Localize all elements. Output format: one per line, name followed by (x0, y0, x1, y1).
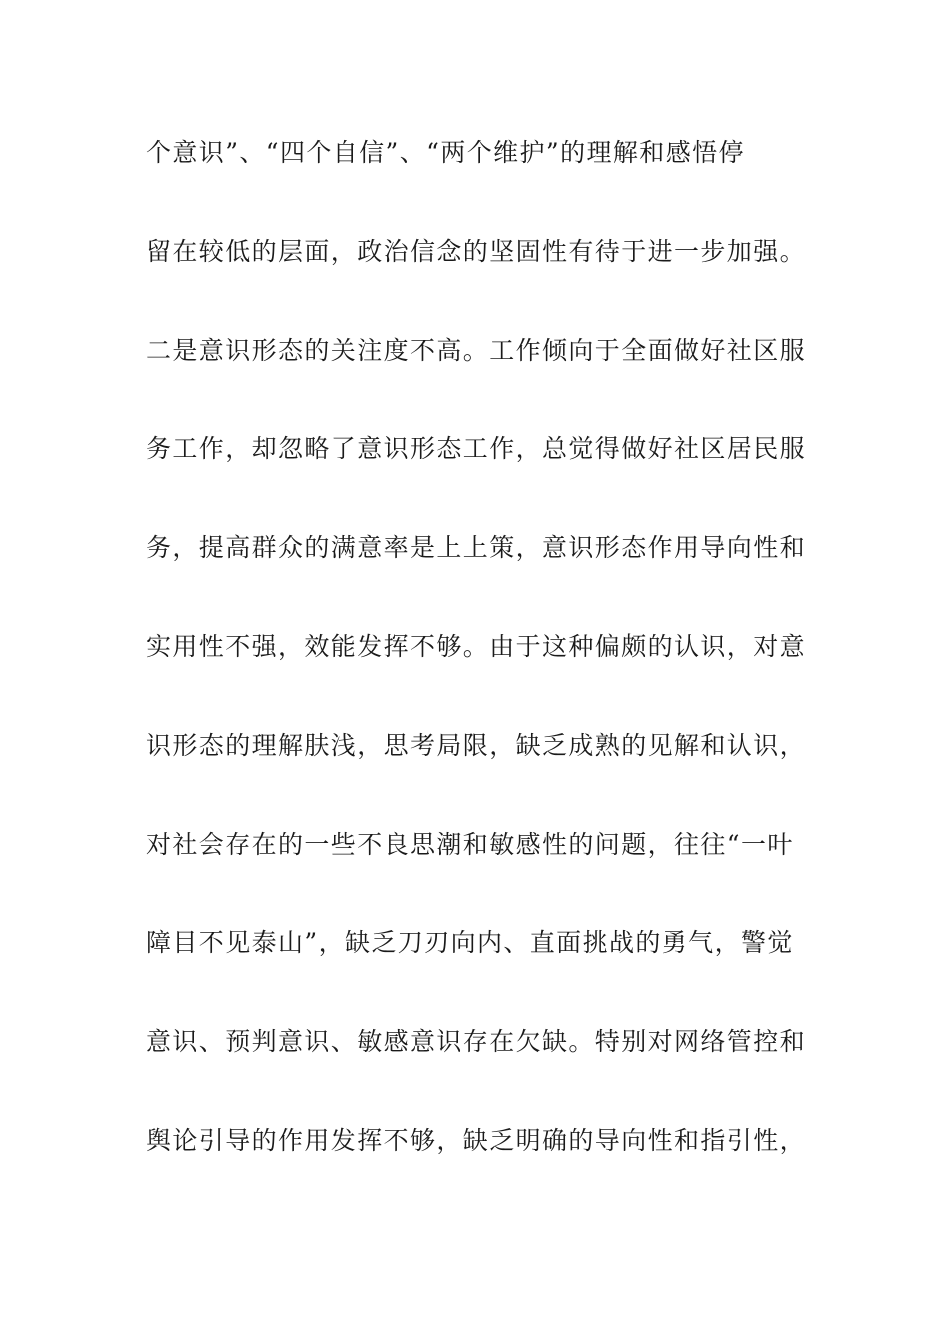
text-line: 对社会存在的一些不良思潮和敏感性的问题，往往“一叶 (146, 829, 794, 859)
text-line: 舆论引导的作用发挥不够，缺乏明确的导向性和指引性， (146, 1125, 806, 1155)
text-line: 识形态的理解肤浅，思考局限，缺乏成熟的见解和认识， (146, 730, 806, 760)
text-line: 障目不见泰山”，缺乏刀刃向内、直面挑战的勇气，警觉 (146, 928, 794, 958)
text-line: 务，提高群众的满意率是上上策，意识形态作用导向性和 (146, 533, 806, 563)
text-line: 实用性不强，效能发挥不够。由于这种偏颇的认识，对意 (146, 631, 806, 661)
text-line: 意识、预判意识、敏感意识存在欠缺。特别对网络管控和 (146, 1027, 806, 1057)
text-line: 务工作，却忽略了意识形态工作，总觉得做好社区居民服 (146, 434, 806, 464)
text-line: 留在较低的层面，政治信念的坚固性有待于进一步加强。 (146, 236, 806, 266)
document-body (146, 127, 806, 1214)
text-line: 二是意识形态的关注度不高。工作倾向于全面做好社区服 (146, 335, 806, 365)
text-line: 个意识”、“四个自信”、“两个维护”的理解和感悟停 (146, 138, 745, 167)
